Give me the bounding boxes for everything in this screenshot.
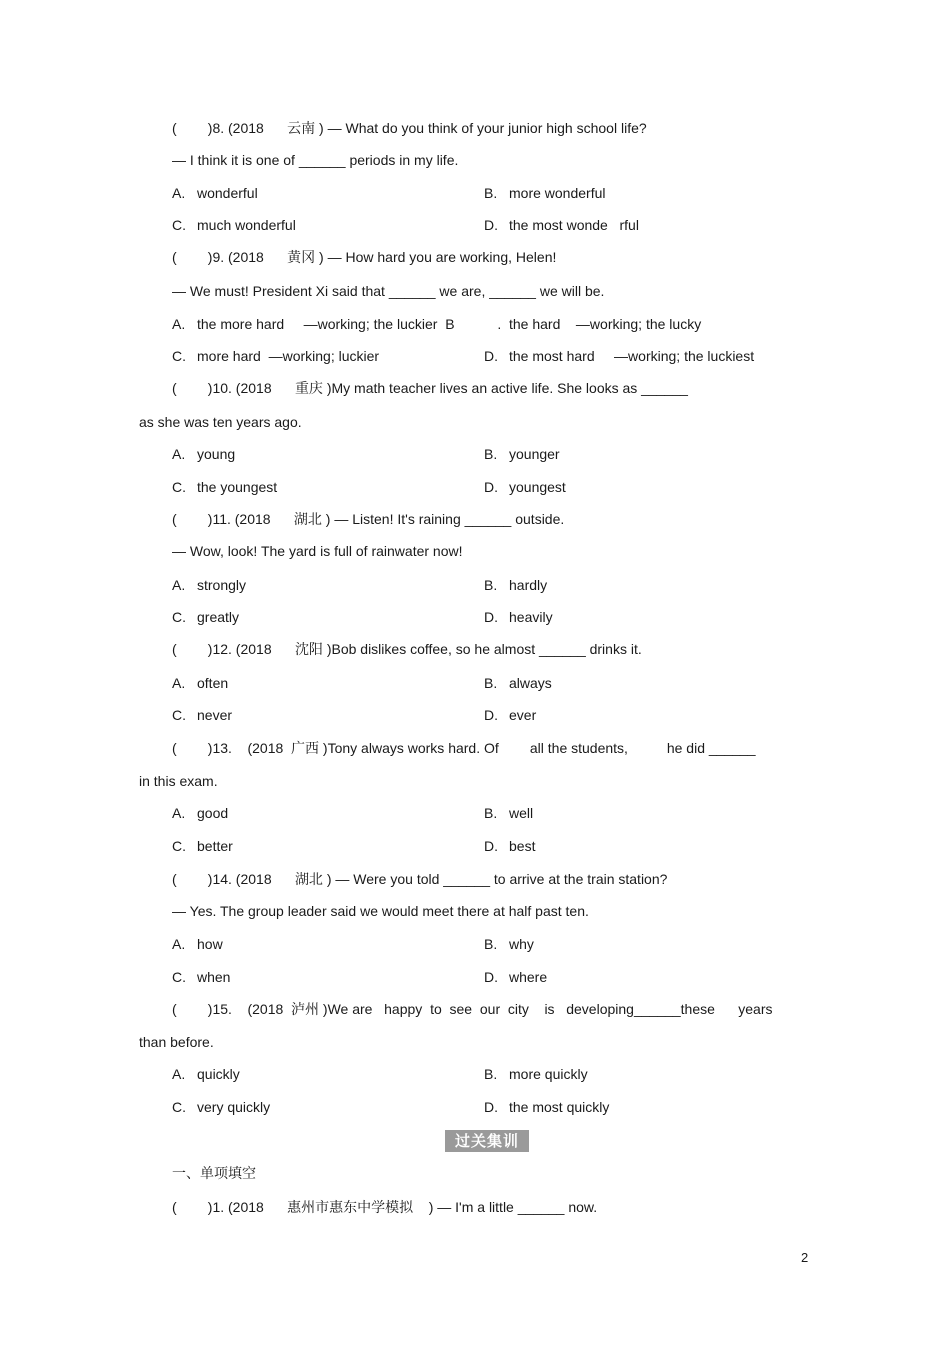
option-letter: A. bbox=[172, 936, 186, 952]
option-letter: A. bbox=[172, 446, 186, 462]
option-letter: D. bbox=[484, 217, 498, 233]
option-text: the more hard —working; the luckier B . the hard —working; the lucky bbox=[197, 316, 702, 332]
option-text: much wonderful bbox=[197, 217, 296, 233]
option-text: why bbox=[509, 936, 534, 952]
option-letter: A. bbox=[172, 185, 186, 201]
answer-option bbox=[172, 674, 228, 692]
option-text: best bbox=[509, 838, 536, 854]
answer-option bbox=[172, 576, 246, 594]
option-text: better bbox=[197, 838, 233, 854]
option-letter: D. bbox=[484, 479, 498, 495]
option-letter: A. bbox=[172, 805, 186, 821]
option-letter: C. bbox=[172, 348, 186, 364]
option-text: more wonderful bbox=[509, 185, 606, 201]
option-text: the most hard —working; the luckiest bbox=[509, 348, 755, 364]
option-text: more hard —working; luckier bbox=[197, 348, 380, 364]
option-letter: B. bbox=[484, 1066, 498, 1082]
option-text: the most quickly bbox=[509, 1099, 610, 1115]
answer-option bbox=[484, 1098, 609, 1116]
option-letter: C. bbox=[172, 1099, 186, 1115]
answer-option bbox=[484, 968, 547, 986]
option-letter: B. bbox=[484, 577, 498, 593]
option-letter: B. bbox=[484, 936, 498, 952]
answer-option bbox=[484, 935, 534, 953]
option-text: more quickly bbox=[509, 1066, 588, 1082]
answer-option bbox=[172, 608, 239, 626]
option-letter: A. bbox=[172, 577, 186, 593]
answer-option bbox=[484, 576, 547, 594]
question-stem: ( )13. (2018 广西 )Tony always works hard. Of all the students, he did ______ bbox=[172, 740, 756, 756]
option-letter: C. bbox=[172, 609, 186, 625]
option-letter: D. bbox=[484, 1099, 498, 1115]
answer-option bbox=[484, 216, 639, 234]
answer-option bbox=[172, 445, 235, 463]
question-stem: ( )11. (2018 湖北 ) — Listen! It's raining ______ outside. bbox=[172, 511, 565, 527]
section-heading: 一、单项填空 bbox=[172, 1165, 256, 1181]
option-text: well bbox=[509, 805, 534, 821]
answer-option bbox=[484, 608, 553, 626]
option-text: wonderful bbox=[197, 185, 258, 201]
option-letter: D. bbox=[484, 609, 498, 625]
option-letter: D. bbox=[484, 838, 498, 854]
option-text: ever bbox=[509, 707, 537, 723]
option-letter: B. bbox=[484, 185, 498, 201]
answer-option bbox=[172, 935, 223, 953]
option-text: always bbox=[509, 675, 552, 691]
option-letter: D. bbox=[484, 348, 498, 364]
option-text: the youngest bbox=[197, 479, 278, 495]
option-text: heavily bbox=[509, 609, 553, 625]
option-letter: C. bbox=[172, 969, 186, 985]
answer-option bbox=[484, 837, 535, 855]
option-letter: D. bbox=[484, 969, 498, 985]
question-line: — We must! President Xi said that ______ we are, ______ we will be. bbox=[172, 283, 605, 299]
answer-option bbox=[484, 478, 566, 496]
question-stem: ( )12. (2018 沈阳 )Bob dislikes coffee, so he almost ______ drinks it. bbox=[172, 641, 642, 657]
answer-option bbox=[172, 706, 232, 724]
answer-option bbox=[484, 184, 606, 202]
answer-option bbox=[172, 804, 228, 822]
option-text: good bbox=[197, 805, 229, 821]
option-letter: D. bbox=[484, 707, 498, 723]
question-stem: ( )9. (2018 黄冈 ) — How hard you are working, Helen! bbox=[172, 249, 557, 265]
answer-option bbox=[172, 184, 258, 202]
option-letter: C. bbox=[172, 479, 186, 495]
question-line: — I think it is one of ______ periods in my life. bbox=[172, 152, 459, 168]
section-banner: 过关集训 bbox=[445, 1130, 529, 1152]
option-text: strongly bbox=[197, 577, 247, 593]
option-letter: A. bbox=[172, 1066, 186, 1082]
answer-option bbox=[484, 674, 552, 692]
answer-option bbox=[172, 968, 230, 986]
question-line: — Wow, look! The yard is full of rainwater now! bbox=[172, 543, 463, 559]
answer-option bbox=[484, 1065, 588, 1083]
option-text: younger bbox=[509, 446, 560, 462]
option-text: often bbox=[197, 675, 229, 691]
page-number: 2 bbox=[801, 1250, 809, 1265]
answer-option bbox=[172, 478, 277, 496]
answer-option bbox=[172, 315, 701, 333]
option-letter: C. bbox=[172, 838, 186, 854]
answer-option bbox=[172, 1065, 240, 1083]
option-text: never bbox=[197, 707, 233, 723]
answer-option bbox=[172, 347, 379, 365]
option-letter: B. bbox=[484, 805, 498, 821]
question-line: — Yes. The group leader said we would meet there at half past ten. bbox=[172, 903, 589, 919]
answer-option bbox=[484, 347, 754, 365]
option-text: where bbox=[509, 969, 548, 985]
question-line: as she was ten years ago. bbox=[139, 414, 302, 430]
question-stem: ( )15. (2018 泸州 )We are happy to see our city is developing______these years bbox=[172, 1001, 773, 1017]
option-letter: A. bbox=[172, 316, 186, 332]
option-text: the most wonde rful bbox=[509, 217, 639, 233]
answer-option bbox=[172, 837, 233, 855]
question-line: in this exam. bbox=[139, 773, 218, 789]
option-text: very quickly bbox=[197, 1099, 271, 1115]
option-letter: B. bbox=[484, 675, 498, 691]
option-text: when bbox=[197, 969, 231, 985]
option-letter: A. bbox=[172, 675, 186, 691]
option-text: youngest bbox=[509, 479, 566, 495]
question-line: than before. bbox=[139, 1034, 214, 1050]
option-letter: C. bbox=[172, 707, 186, 723]
answer-option bbox=[172, 216, 296, 234]
option-letter: C. bbox=[172, 217, 186, 233]
question-stem: ( )10. (2018 重庆 )My math teacher lives an active life. She looks as ______ bbox=[172, 380, 688, 396]
question-stem: ( )14. (2018 湖北 ) — Were you told ______ to arrive at the train station? bbox=[172, 871, 668, 887]
option-text: how bbox=[197, 936, 223, 952]
answer-option bbox=[484, 706, 536, 724]
option-text: young bbox=[197, 446, 236, 462]
answer-option bbox=[484, 445, 560, 463]
option-text: hardly bbox=[509, 577, 548, 593]
option-letter: B. bbox=[484, 446, 498, 462]
answer-option bbox=[172, 1098, 270, 1116]
question-stem: ( )8. (2018 云南 ) — What do you think of your junior high school life? bbox=[172, 120, 647, 136]
option-text: greatly bbox=[197, 609, 240, 625]
question-line: ( )1. (2018 惠州市惠东中学模拟 ) — I'm a little ______ now. bbox=[172, 1199, 598, 1215]
option-text: quickly bbox=[197, 1066, 240, 1082]
answer-option bbox=[484, 804, 533, 822]
